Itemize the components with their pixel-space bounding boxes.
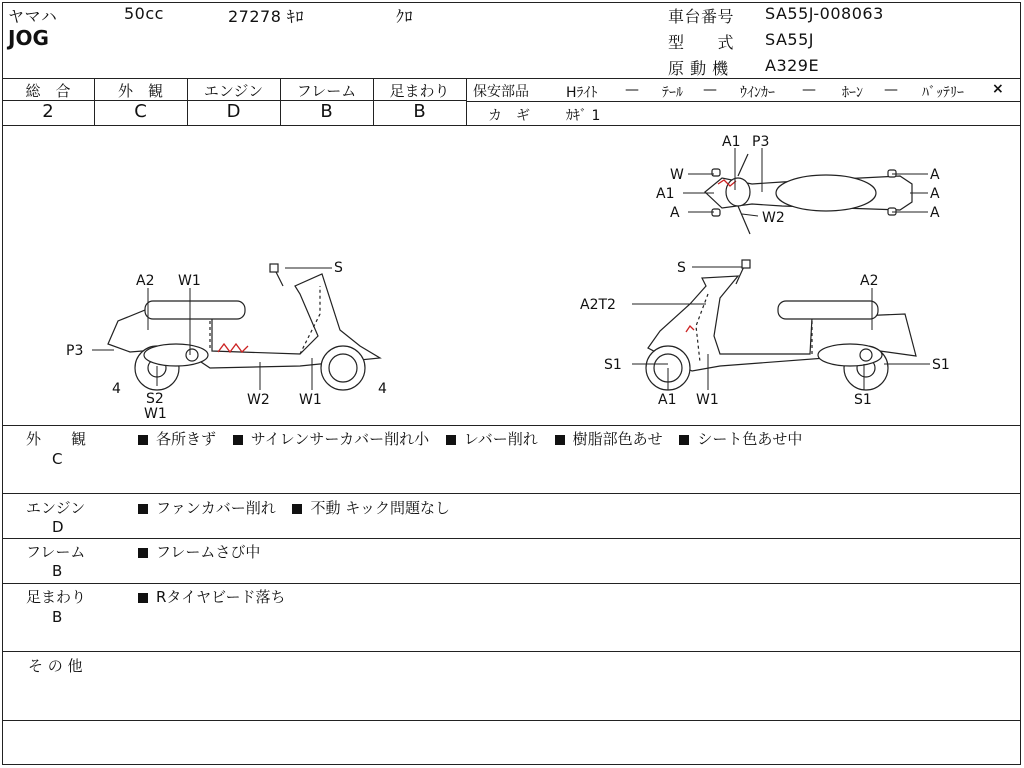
chassis-label: 車台番号 [668,7,735,26]
displacement: 50cc [124,4,164,23]
diagram-label: A1 [658,392,677,408]
key-label: カ ギ [488,108,530,124]
grade-value-overall: 2 [42,101,54,122]
scooter-top-view [705,154,912,234]
diagram-label: A [670,205,680,221]
grade-value-suspension: B [413,101,426,122]
rule [2,583,1021,584]
grade-label-suspension: 足まわり [389,82,450,100]
engine-value: A329E [765,56,820,75]
diagram-label: A2 [136,273,155,289]
rule [2,78,1021,79]
diagram-label: S2 [146,391,164,407]
type-label: 型 式 [668,33,735,52]
rule [466,78,467,125]
note-item: 各所きず [156,430,217,448]
safety-winker-label: ｳｲﾝｶｰ [740,85,775,101]
diagram-label: S1 [854,392,872,408]
note-items-exterior [138,428,814,449]
note-grade-frame: B [52,562,63,580]
diagram-label: A1 [722,134,741,150]
bullet-icon [446,435,456,445]
safety-horn-value: — [884,82,898,98]
key-value: ｶｷﾞ 1 [566,108,601,124]
bullet-icon [138,548,148,558]
diagram-label: S1 [604,357,622,373]
safety-battery-value: × [992,81,1004,97]
safety-winker-value: — [802,82,816,98]
diagram-label: S [677,260,686,276]
safety-hlight-label: Hﾗｲﾄ [566,85,598,101]
diagram-label: S1 [932,357,950,373]
bullet-icon [233,435,243,445]
color: ｸﾛ [396,7,414,26]
bullet-icon [138,504,148,514]
chassis-value: SA55J-008063 [765,4,884,23]
note-title-frame: フレーム [26,543,86,561]
diagram-label: P3 [752,134,770,150]
safety-battery-label: ﾊﾞｯﾃﾘｰ [922,85,964,101]
grade-value-engine: D [226,101,241,122]
diagram-label: W1 [178,273,201,289]
maker: ヤマハ [8,7,58,26]
bullet-icon [138,435,148,445]
diagram-label: P3 [66,343,84,359]
diagram-label: W2 [247,392,270,408]
note-item: Rタイヤビード落ち [156,588,286,606]
note-title-suspension: 足まわり [26,588,87,606]
safety-tail-label: ﾃｰﾙ [662,85,683,101]
damage-diagram [0,126,1024,424]
note-title-engine: エンジン [26,499,86,517]
note-items-frame [138,541,272,562]
safety-title: 保安部品 [473,84,529,100]
rule [2,538,1021,539]
diagram-label: 4 [378,381,387,397]
note-grade-exterior: C [52,450,63,468]
note-title-exterior: 外 観 [26,430,87,448]
rule [2,651,1021,652]
diagram-label: A1 [656,186,675,202]
diagram-label: 4 [112,381,121,397]
grade-value-exterior: C [134,101,147,122]
safety-hlight-value: — [625,82,639,98]
diagram-label: A [930,205,940,221]
diagram-label: W [670,167,684,183]
engine-label: 原 動 機 [668,59,729,78]
bullet-icon [555,435,565,445]
rule [2,493,1021,494]
grade-label-exterior: 外 観 [117,82,163,100]
note-items-suspension [138,586,298,607]
diagram-label: S [334,260,343,276]
diagram-label: W1 [696,392,719,408]
grade-label-engine: エンジン [203,82,264,100]
rule [2,425,1021,426]
diagram-label: A2 [860,273,879,289]
diagram-label: A [930,186,940,202]
safety-tail-value: — [703,82,717,98]
note-items-engine [138,497,462,518]
diagram-label: W1 [144,406,167,422]
mileage: 27278 ｷﾛ [228,7,304,26]
type-value: SA55J [765,30,814,49]
bullet-icon [138,593,148,603]
bullet-icon [679,435,689,445]
grade-label-frame: フレーム [296,82,357,100]
note-grade-engine: D [52,518,64,536]
safety-horn-label: ﾎｰﾝ [842,85,863,101]
note-item: ファンカバー削れ [156,499,276,517]
diagram-label: A [930,167,940,183]
note-item: 不動 キック問題なし [310,499,450,517]
diagram-label: A2T2 [580,297,616,313]
note-title-other: そ の 他 [28,657,83,675]
rule [2,720,1021,721]
note-item: レバー削れ [463,430,538,448]
note-grade-suspension: B [52,608,63,626]
model-name: JOG [8,26,49,50]
grade-label-overall: 総 合 [25,82,71,100]
note-item: シート色あせ中 [697,430,803,448]
bullet-icon [292,504,302,514]
note-item: フレームさび中 [156,543,261,561]
diagram-label: W1 [299,392,322,408]
diagram-label: W2 [762,210,785,226]
grade-value-frame: B [320,101,333,122]
note-item: サイレンサーカバー削れ小 [250,430,430,448]
note-item: 樹脂部色あせ [572,430,663,448]
